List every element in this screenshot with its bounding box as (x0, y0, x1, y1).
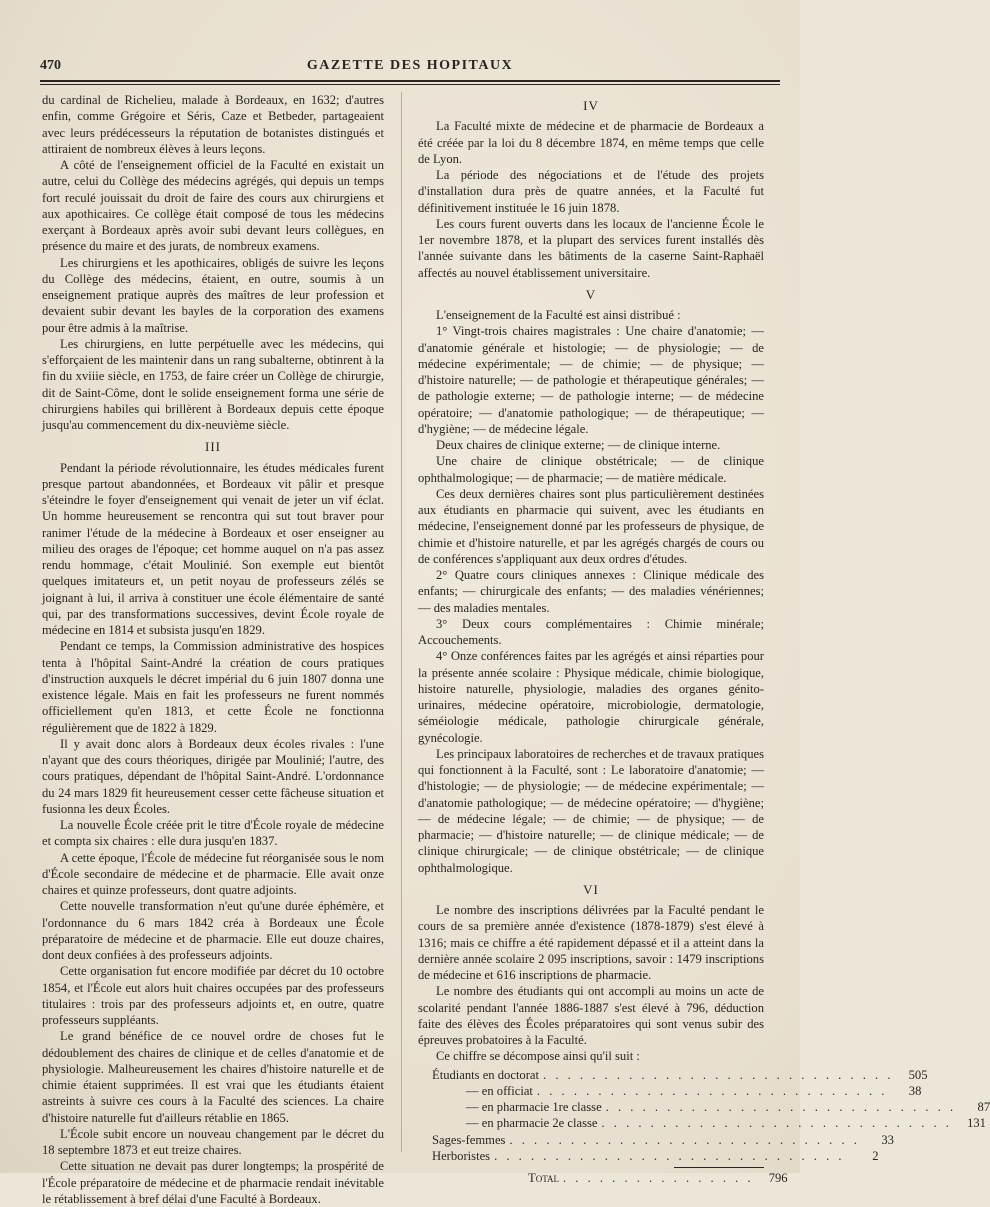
leader-dots: . . . . . . . . . . . . . . . . . . . . . . . . . . . . . (536, 1083, 888, 1098)
paragraph: Les chirurgiens et les apothicaires, obligés de suivre les leçons du Collège des médecins, étaient, en outre, soumis à un enseignement pratique auprès des maîtres de leur profession et devaient subir devant les bayles de la corporation des examens pour être admis à la maîtrise. (42, 255, 384, 335)
table-row (418, 1148, 879, 1164)
total-row (418, 1170, 788, 1186)
header-rule-thin (40, 84, 780, 85)
leader-dots: . . . . . . . . . . . . . . . . . . . . . . . . . . . . . (509, 1132, 860, 1147)
paragraph: La période des négociations et de l'étude des projets d'installation dura près de quatre années, et la Faculté fut définitivement instituée le 16 juin 1878. (418, 168, 764, 215)
leader-dots: . . . . . . . . . . . . . . . . (562, 1171, 754, 1185)
paragraph: Ces deux dernières chaires sont plus particulièrement destinées aux étudiants en pharmacie qui suivent, avec les étudiants en médecine, l'enseignement donné par les professeurs de physique, de chimie et d'histoire naturelle, et par les agrégés chargés de cours ou de conférences s'appliquant aux deux ordres d'études. (418, 486, 764, 566)
row-label: — en pharmacie 1re classe (466, 1100, 602, 1114)
row-value: 2 (872, 1148, 879, 1163)
paragraph: L'enseignement de la Faculté est ainsi distribué : (436, 308, 681, 322)
table-row (418, 1083, 922, 1099)
page-header (40, 58, 780, 78)
total-rule (674, 1167, 764, 1168)
paragraph: Pendant ce temps, la Commission administrative des hospices tenta à l'hôpital Saint-André la création de cours pratiques d'instruction auxquels le décret impérial du 6 juin 1807 donna une existence légale. Mais en fait les professeurs ne furent nommés officiellement qu'en 1813, et cette École ne fonctionna régulièrement que de 1822 à 1829. (42, 639, 384, 735)
row-value: 38 (908, 1083, 922, 1098)
header-rule-thick (40, 80, 780, 82)
row-value: 33 (881, 1132, 894, 1147)
section-heading: V (585, 286, 597, 302)
paragraph: Cette situation ne devait pas durer longtemps; la prospérité de l'École préparatoire de médecine et de pharmacie rendait inévitable le rétablissement à bref délai d'une Faculté à Bordeaux. (42, 1159, 384, 1206)
paragraph: Le grand bénéfice de ce nouvel ordre de choses fut le dédoublement des chaires de clinique et de celles d'anatomie et de physiologie. Malheureusement les chaires d'histoire naturelle et de chimie étaient supprimées. Il est vrai que les étudiants étaient astreints à suivre ces cours à la Faculté des sciences. La chaire d'histoire naturelle fut d'ailleurs rétablie en 1865. (42, 1029, 384, 1125)
column-divider (401, 92, 402, 1152)
paragraph: Une chaire de clinique obstétricale; — de clinique ophthalmologique; — de pharmacie; — de matière médicale. (418, 454, 764, 485)
paragraph: Cette organisation fut encore modifiée par décret du 10 octobre 1854, et l'École eut alors huit chaires occupées par des professeurs titulaires : trois par des professeurs adjoints et, en outre, quatre professeurs suppléants. (42, 964, 384, 1027)
paragraph: 2° Quatre cours cliniques annexes : Clinique médicale des enfants; — chirurgicale des enfants; — des maladies vénériennes; — des maladies mentales. (418, 568, 764, 615)
leader-dots: . . . . . . . . . . . . . . . . . . . . . . . . . . . . . (605, 1100, 957, 1114)
table-row (418, 1115, 986, 1131)
paragraph: Les principaux laboratoires de recherches et de travaux pratiques qui fonctionnent à la Faculté, sont : Le laboratoire d'anatomie; — d'histologie; — de physiologie; — de médecine expérimentale; — d'anatomie pathologique; — de médecine opératoire; — d'hygiène; — de médecine légale; — de chimie; — de physique; — de pharmacie; — d'histoire naturelle; — de clinique médicale; — de clinique chirurgicale; — de clinique obstétricale; — de clinique ophthalmologique. (418, 746, 764, 875)
paragraph: 1° Vingt-trois chaires magistrales : Une chaire d'anatomie; — d'anatomie générale et histologie; — de physiologie; — de médecine expérimentale; — de chimie; — de physique; — d'histoire naturelle; — de pathologie et thérapeutique générales; — de pathologie externe; — de pathologie interne; — de médecine opératoire; — d'anatomie pathologique; — de thérapeutique; — d'hygiène; — de médecine légale. (418, 324, 764, 436)
paragraph: Le nombre des inscriptions délivrées par la Faculté pendant le cours de sa première année d'existence (1878-1879) s'est élevé à 1316; mais ce chiffre a été rapidement dépassé et il a atteint dans la dernière année scolaire 2 095 inscriptions, savoir : 1479 inscriptions de médecine et 616 inscriptions de pharmacie. (418, 903, 764, 982)
paragraph: Deux chaires de clinique externe; — de clinique interne. (436, 438, 721, 452)
table-row (418, 1099, 990, 1115)
paragraph: La Faculté mixte de médecine et de pharmacie de Bordeaux a été créée par la loi du 8 décembre 1874, en même temps que celle de Lyon. (418, 119, 764, 166)
section-heading: IV (583, 98, 599, 113)
paragraph: La nouvelle École créée prit le titre d'École royale de médecine et compta six chaires : elle dura jusqu'en 1837. (42, 818, 384, 849)
paragraph: A côté de l'enseignement officiel de la Faculté en existait un autre, celui du Collège des médecins agrégés, qui depuis un temps fort reculé jouissait du droit de faire des cours aux chirurgiens et aux apothicaires. Ce collège était composé de tous les médecins exerçant à Bordeaux après avoir subi devant leurs collègues, en présence du maire et des jurats, de nombreux examens. (42, 158, 384, 254)
leader-dots: . . . . . . . . . . . . . . . . . . . . . . . . . . . . . (543, 1067, 894, 1082)
row-label: Herboristes (432, 1148, 491, 1163)
section-heading: III (205, 439, 221, 455)
paragraph: Pendant la période révolutionnaire, les études médicales furent presque partout abandonnées, et Bordeaux vit pâlir et presque s'éteindre le foyer d'enseignement qui venait de jeter un vif éclat. Un homme heureusement se rencontra qui sut tout braver pour ranimer l'étude de la médecine à Bordeaux et oser enseigner au milieu des orages de l'époque; cet homme auquel on n'a pas assez rendu hommage, c'était Moulinié. Son exemple eut bientôt quelques imitateurs et, un petit noyau de professeurs zélés se joignant à lui, il arriva à constituer une école élémentaire de santé qui, par des transformations successives, devint École royale de médecine en 1814 et subsista jusqu'en 1829. (42, 460, 384, 637)
row-label: — en officiat (466, 1083, 533, 1098)
row-value: 505 (908, 1067, 928, 1082)
paragraph: A cette époque, l'École de médecine fut réorganisée sous le nom d'École secondaire de médecine et de pharmacie. Elle avait onze chaires et quinze professeurs, dont quatre adjoints. (42, 850, 384, 897)
journal-title: GAZETTE DES HOPITAUX (306, 58, 514, 73)
page-number: 470 (40, 58, 61, 73)
paragraph: 3° Deux cours complémentaires : Chimie minérale; Accouchements. (418, 616, 764, 647)
paragraph: Les chirurgiens, en lutte perpétuelle avec les médecins, qui s'efforçaient de les maintenir dans un rang subalterne, obtinrent à la fin du xviiie siècle, en 1753, de faire créer un Collège de chirurgie, dit de Saint-Côme, dont le solide enseignement forma une série de chirurgiens habiles qui brillèrent à Bordeaux depuis cette époque jusqu'au commencement du dix-neuvième siècle. (42, 336, 384, 432)
row-value: 131 (967, 1116, 986, 1131)
paragraph: 4° Onze conférences faites par les agrégés et ainsi réparties pour la présente année scolaire : Physique médicale, chimie biologique, histoire naturelle, physiologie, maladies des organes génito-urinaires, médecine opératoire, microbiologie, dermatologie, séméiologie médicale, pathologie chirurgicale générale, gynécologie. (418, 649, 764, 745)
row-value: 87 (977, 1100, 990, 1114)
right-column (418, 92, 990, 1186)
paragraph: du cardinal de Richelieu, malade à Bordeaux, en 1632; d'autres enfin, comme Grégoire et Séris, Caze et Betbeder, partageaient avec leurs prédécesseurs la réputation de botanistes distingués et attiraient de nombreux élèves à leurs leçons. (42, 93, 384, 156)
paragraph: Le nombre des étudiants qui ont accompli au moins un acte de scolarité pendant l'année 1886-1887 s'est élevé à 796, déduction faite des élèves des Écoles préparatoires qui sont venus subir des épreuves probatoires à la Faculté. (418, 984, 764, 1047)
left-column (42, 92, 384, 1207)
paragraph: Ce chiffre se décompose ainsi qu'il suit : (436, 1049, 640, 1064)
leader-dots: . . . . . . . . . . . . . . . . . . . . . . . . . . . . . (601, 1116, 952, 1131)
leader-dots: . . . . . . . . . . . . . . . . . . . . . . . . . . . . . (494, 1148, 845, 1163)
total-label: Total (528, 1171, 559, 1185)
row-label: Étudiants en doctorat (432, 1067, 540, 1082)
section-heading: VI (583, 881, 599, 897)
table-row (418, 1067, 928, 1083)
paragraph: Il y avait donc alors à Bordeaux deux écoles rivales : l'une n'ayant que des cours théoriques, dirigée par Moulinié; l'autre, des cours pratiques, dépendant de l'hôpital Saint-André. L'ordonnance du 24 mars 1829 fit heureusement cesser cette fâcheuse situation et fusionna les deux Écoles. (42, 736, 384, 816)
right-column-text (418, 98, 764, 1065)
row-label: — en pharmacie 2e classe (466, 1116, 598, 1131)
row-label: Sages-femmes (432, 1132, 506, 1147)
paragraph: Les cours furent ouverts dans les locaux de l'ancienne École le 1er novembre 1878, et la plupart des services furent installés dès l'année suivante dans les bâtiments de la caserne Saint-Raphaël affectés au nouvel établissement universitaire. (418, 216, 764, 280)
total-value: 796 (768, 1171, 788, 1185)
table-row (418, 1132, 894, 1148)
student-statistics-table (418, 1067, 990, 1187)
paragraph: L'École subit encore un nouveau changement par le décret du 18 septembre 1873 et eut treize chaires. (42, 1126, 384, 1157)
paragraph: Cette nouvelle transformation n'eut qu'une durée éphémère, et l'ordonnance du 6 mars 1842 créa à Bordeaux une École préparatoire de médecine et de pharmacie. Elle eut douze chaires, dont deux confiées à des professeurs adjoints. (42, 899, 384, 962)
